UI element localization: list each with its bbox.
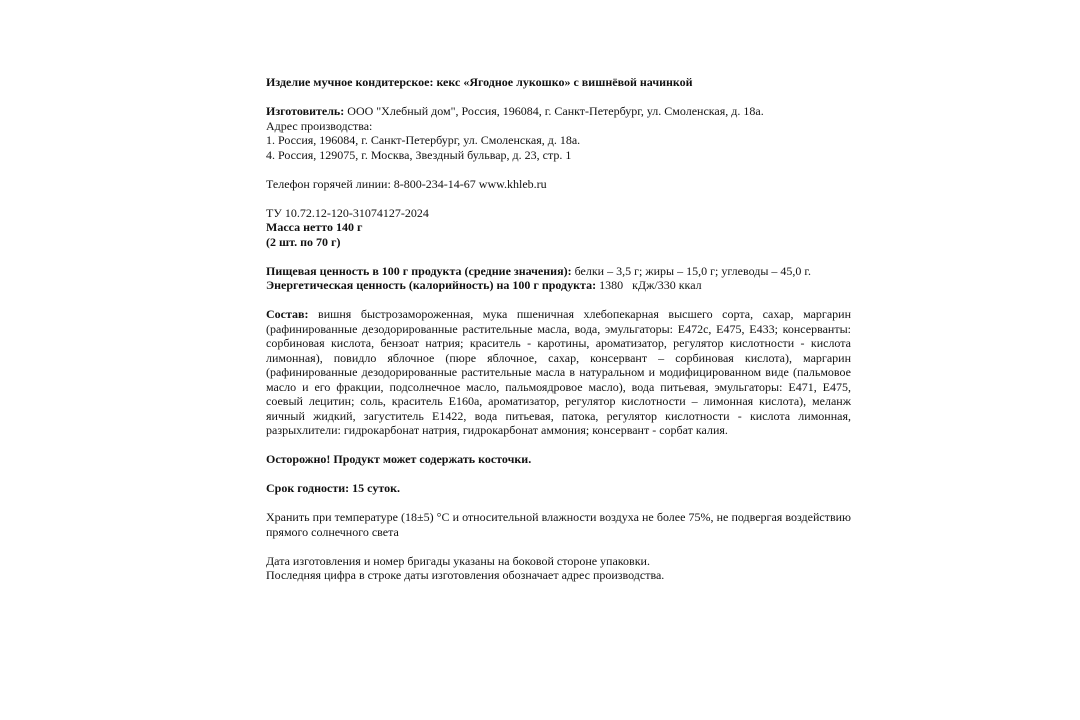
- manufacturer-value: ООО "Хлебный дом", Россия, 196084, г. Санкт-Петербург, ул. Смоленская, д. 18а.: [347, 104, 764, 118]
- composition-text: вишня быстрозамороженная, мука пшеничная хлебопекарная высшего сорта, сахар, маргарин (рафинированные дезодорированные растительные масла, вода, эмульгаторы: Е472с, Е475, Е433; консерванты: сорбиновая кислота, бензоат натрия; краситель - каротины, ароматизатор, регулятор кислотности - кислота лимонная), повидло яблочное (пюре яблочное, сахар, консервант – сорбиновая кислота), маргарин (рафинированные дезодорированные растительные масла в натуральном и модифицированном виде (пальмовое масло и его фракции, подсолнечное масло, пальмоядровое масло), вода питьевая, эмульгаторы: Е471, Е475, соевый лецитин; соль, краситель Е160а, ароматизатор, регулятор кислотности – лимонная кислота), меланж яичный жидкий, загуститель Е1422, вода питьевая, патока, регулятор кислотности - кислота лимонная, разрыхлители: гидрокарбонат натрия, гидрокарбонат аммония; консервант - сорбат калия.: [266, 307, 852, 437]
- warning-block: [266, 452, 851, 467]
- energy-label: Энергетическая ценность (калорийность) на 100 г продукта:: [266, 278, 597, 292]
- hotline-text: Телефон горячей линии: 8-800-234-14-67 www.khleb.ru: [266, 176, 547, 191]
- composition-label: Состав:: [266, 307, 309, 321]
- production-address-2: 4. Россия, 129075, г. Москва, Звездный бульвар, д. 23, стр. 1: [266, 147, 572, 162]
- footer-block: [266, 554, 851, 583]
- manufacturer-line: [266, 104, 851, 119]
- footer-line-2: Последняя цифра в строке даты изготовления обозначает адрес производства.: [266, 568, 665, 582]
- product-label: [266, 75, 851, 597]
- net-mass: Масса нетто 140 г: [266, 220, 363, 234]
- spec-block: [266, 206, 851, 250]
- shelf-life-text: Срок годности: 15 суток.: [266, 481, 400, 495]
- footer-line-1: Дата изготовления и номер бригады указаны на боковой стороне упаковки.: [266, 553, 650, 568]
- manufacturer-block: [266, 104, 851, 162]
- tu-code: ТУ 10.72.12-120-31074127-2024: [266, 205, 429, 220]
- nutrition-block: [266, 264, 851, 293]
- production-address-1: 1. Россия, 196084, г. Санкт-Петербург, ул. Смоленская, д. 18а.: [266, 133, 581, 147]
- composition-block: [266, 307, 851, 438]
- storage-block: [266, 510, 851, 539]
- title-block: [266, 75, 851, 90]
- energy-line: [266, 278, 851, 293]
- storage-text: Хранить при температуре (18±5) °С и относительной влажности воздуха не более 75%, не подвергая воздействию прямого солнечного света: [266, 510, 851, 539]
- pieces-count: (2 шт. по 70 г): [266, 234, 341, 249]
- product-title: Изделие мучное кондитерское: кекс «Ягодное лукошко» с вишнёвой начинкой: [266, 75, 693, 89]
- shelf-life-block: [266, 481, 851, 496]
- energy-value: 1380 кДж/330 ккал: [599, 278, 702, 292]
- nutrition-value: белки – 3,5 г; жиры – 15,0 г; углеводы – 45,0 г.: [574, 263, 811, 278]
- manufacturer-label: Изготовитель:: [266, 104, 345, 118]
- hotline-block: [266, 177, 851, 192]
- nutrition-line: [266, 264, 851, 279]
- production-address-label: Адрес производства:: [266, 118, 373, 133]
- warning-text: Осторожно! Продукт может содержать косточки.: [266, 452, 532, 466]
- nutrition-label: Пищевая ценность в 100 г продукта (средние значения):: [266, 263, 572, 278]
